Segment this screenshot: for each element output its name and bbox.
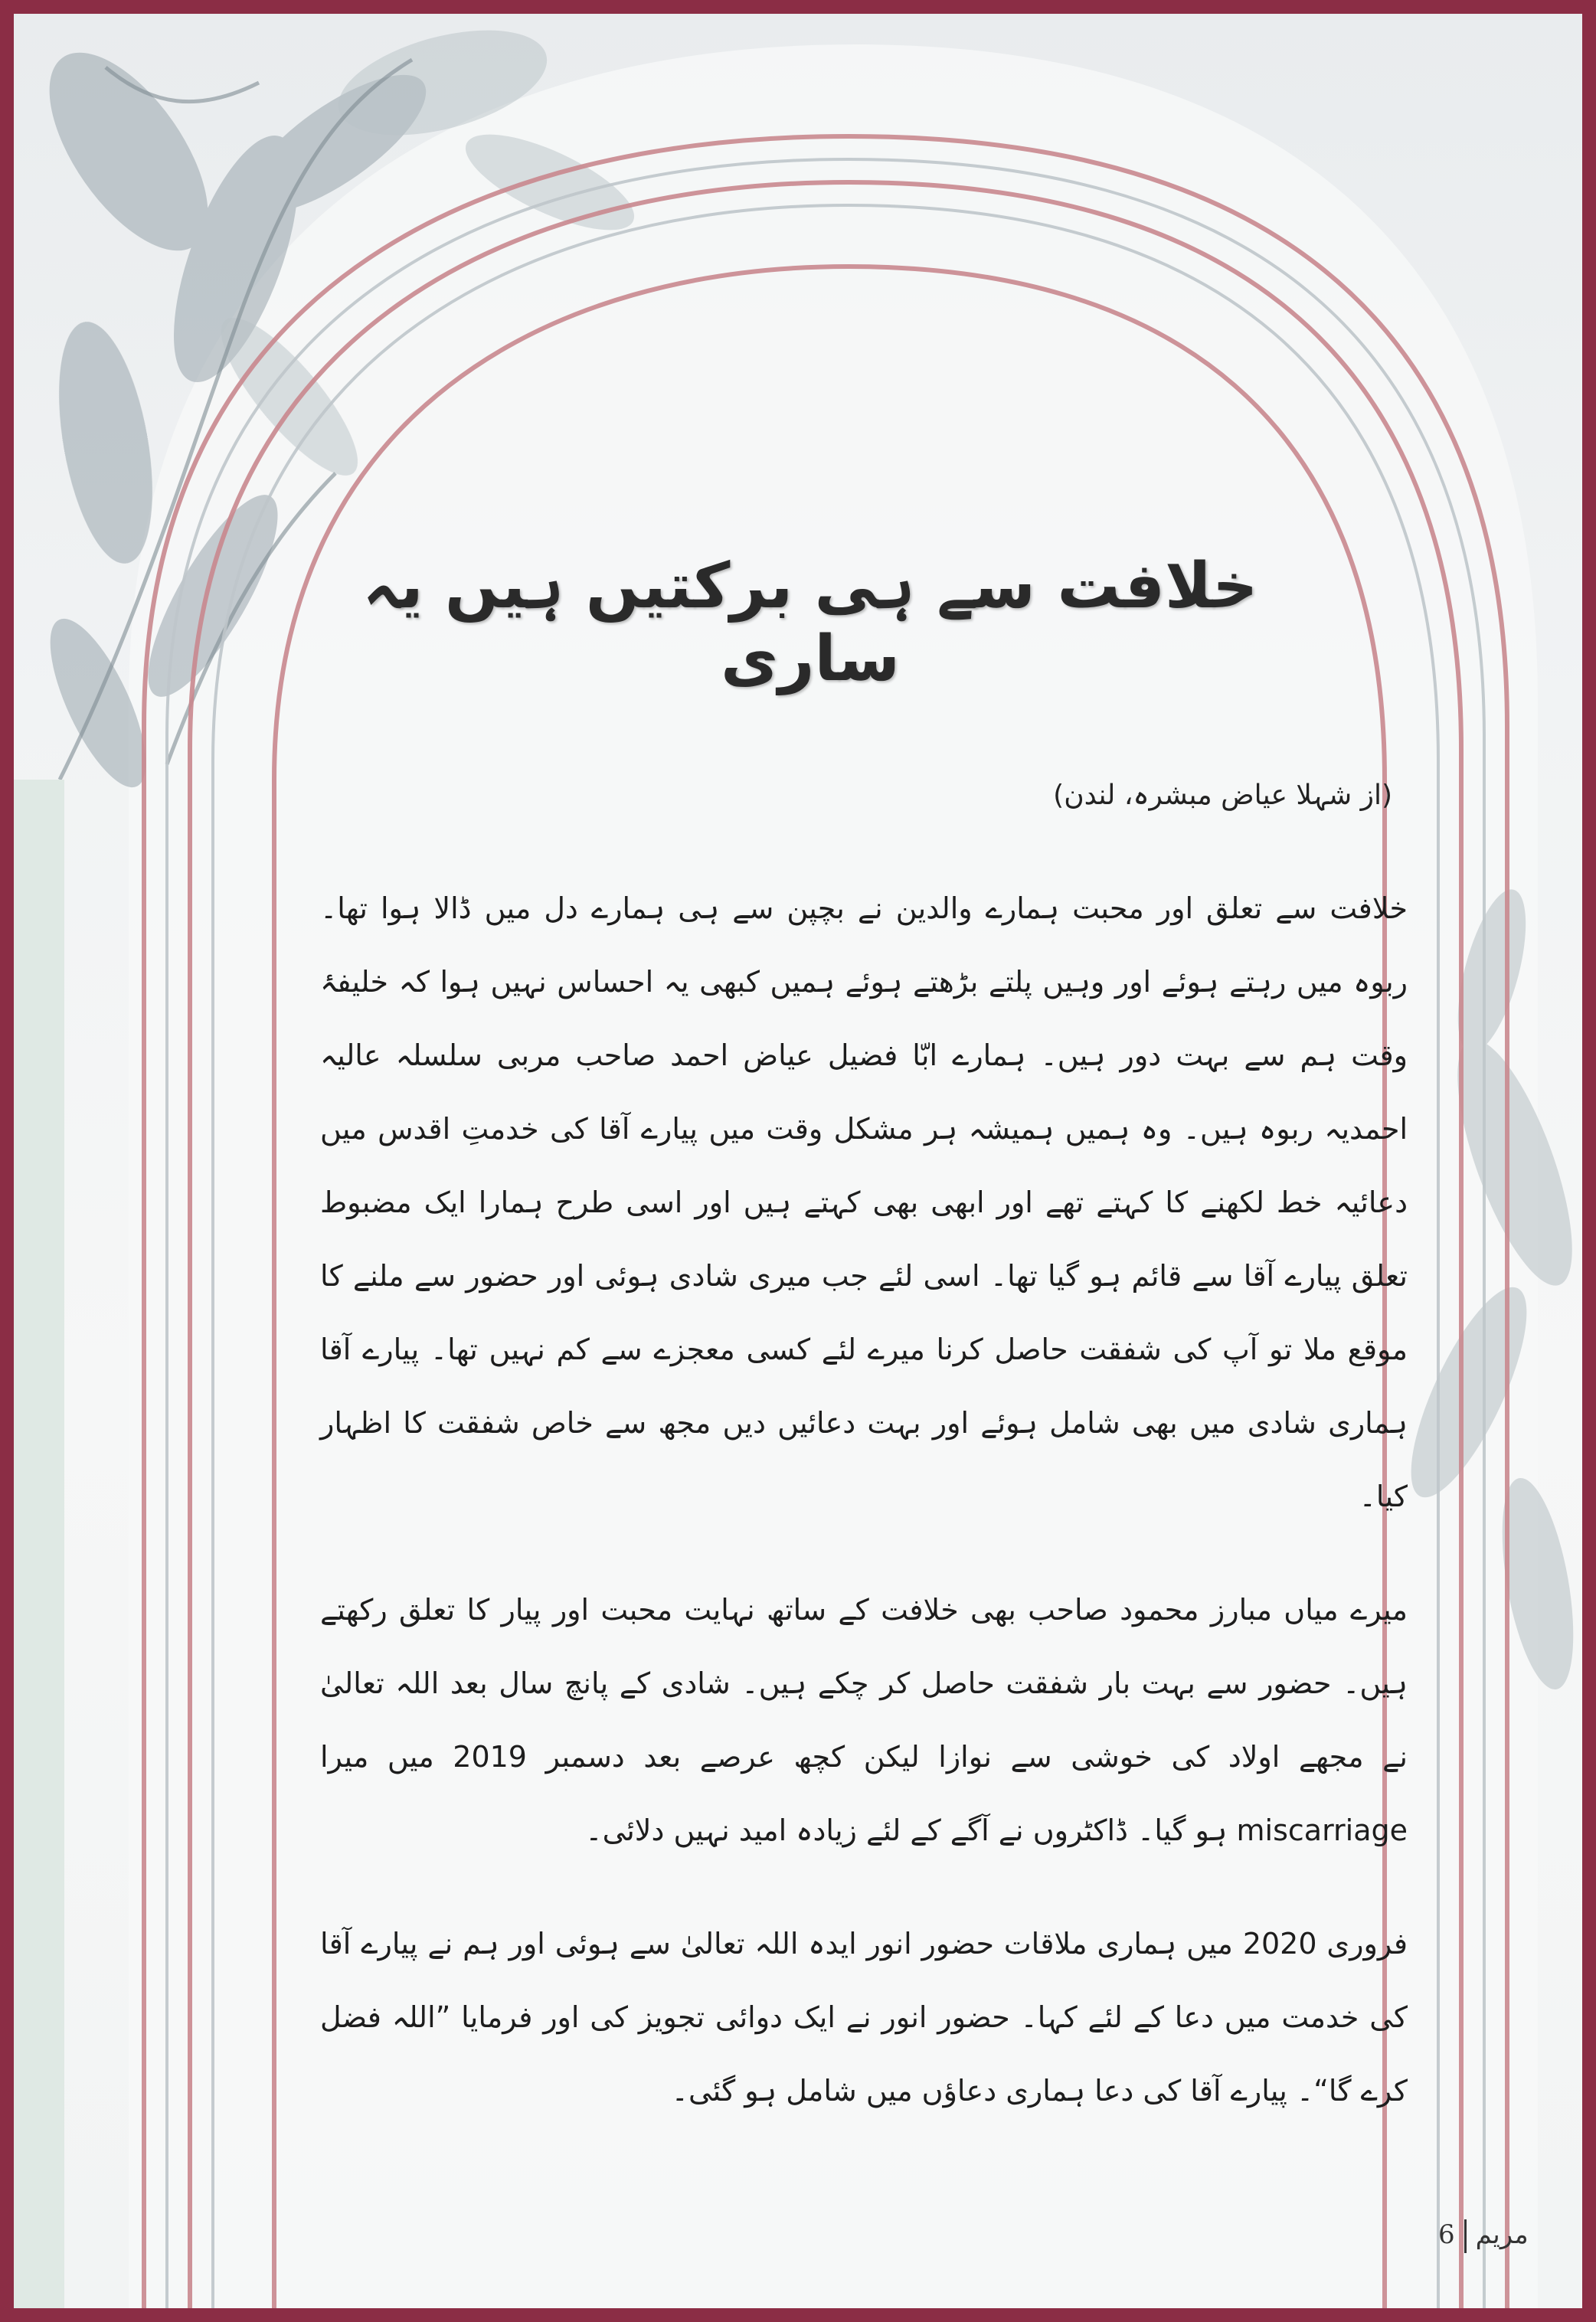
footer-divider: [1464, 2219, 1467, 2253]
article-body: [320, 872, 1408, 2167]
paragraph: فروری 2020 میں ہماری ملاقات حضور انور ایدہ اللہ تعالیٰ سے ہوئی اور ہم نے پیارے آقا کی خدمت میں دعا کے لئے کہا۔ حضور انور نے ایک دوائی تجویز کی اور فرمایا ”اللہ فضل کرے گا“۔ پیارے آقا کی دعا ہماری دعاؤں میں شامل ہو گئی۔: [320, 1927, 1408, 2108]
author-line: (از شہلا عیاض مبشرہ، لندن): [1053, 780, 1392, 811]
article-title: خلافت سے ہی برکتیں ہیں یہ ساری: [362, 550, 1258, 695]
paragraph: خلافت سے تعلق اور محبت ہمارے والدین نے بچپن سے ہی ہمارے دل میں ڈالا ہوا تھا۔ ربوہ میں رہتے ہوئے اور وہیں پلتے بڑھتے ہوئے ہمیں کبھی یہ احساس نہیں ہوا کہ خلیفۂ وقت ہم سے بہت دور ہیں۔ ہمارے ابّا فضیل عیاض احمد صاحب مربی سلسلہ عالیہ احمدیہ ربوہ ہیں۔ وہ ہمیں ہمیشہ ہر مشکل وقت میں پیارے آقا کی خدمتِ اقدس میں دعائیہ خط لکھنے کا کہتے تھے اور ابھی بھی کہتے ہیں اور اسی طرح ہمارا ایک مضبوط تعلق پیارے آقا سے قائم ہو گیا تھا۔ اسی لئے جب میری شادی ہوئی اور حضور سے ملنے کا موقع ملا تو آپ کی شفقت حاصل کرنا میرے لئے کسی معجزے سے کم نہیں تھا۔ پیارے آقا ہماری شادی میں بھی شامل ہوئے اور بہت دعائیں دیں مجھ سے خاص شفقت کا اظہار کیا۔: [320, 891, 1408, 1513]
side-panel: [14, 780, 64, 2322]
page-number: 6: [1438, 2219, 1455, 2250]
magazine-name: مریم: [1475, 2219, 1529, 2250]
paragraph: میرے میاں مبارز محمود صاحب بھی خلافت کے ساتھ نہایت محبت اور پیار کا تعلق رکھتے ہیں۔ حضور سے بہت بار شفقت حاصل کر چکے ہیں۔ شادی کے پانچ سال بعد اللہ تعالیٰ نے مجھے اولاد کی خوشی سے نوازا لیکن کچھ عرصے بعد دسمبر 2019 میں میرا miscarriage ہو گیا۔ ڈاکٹروں نے آگے کے لئے زیادہ امید نہیں دلائی۔: [320, 1593, 1408, 1847]
page-footer: [1438, 2219, 1529, 2253]
